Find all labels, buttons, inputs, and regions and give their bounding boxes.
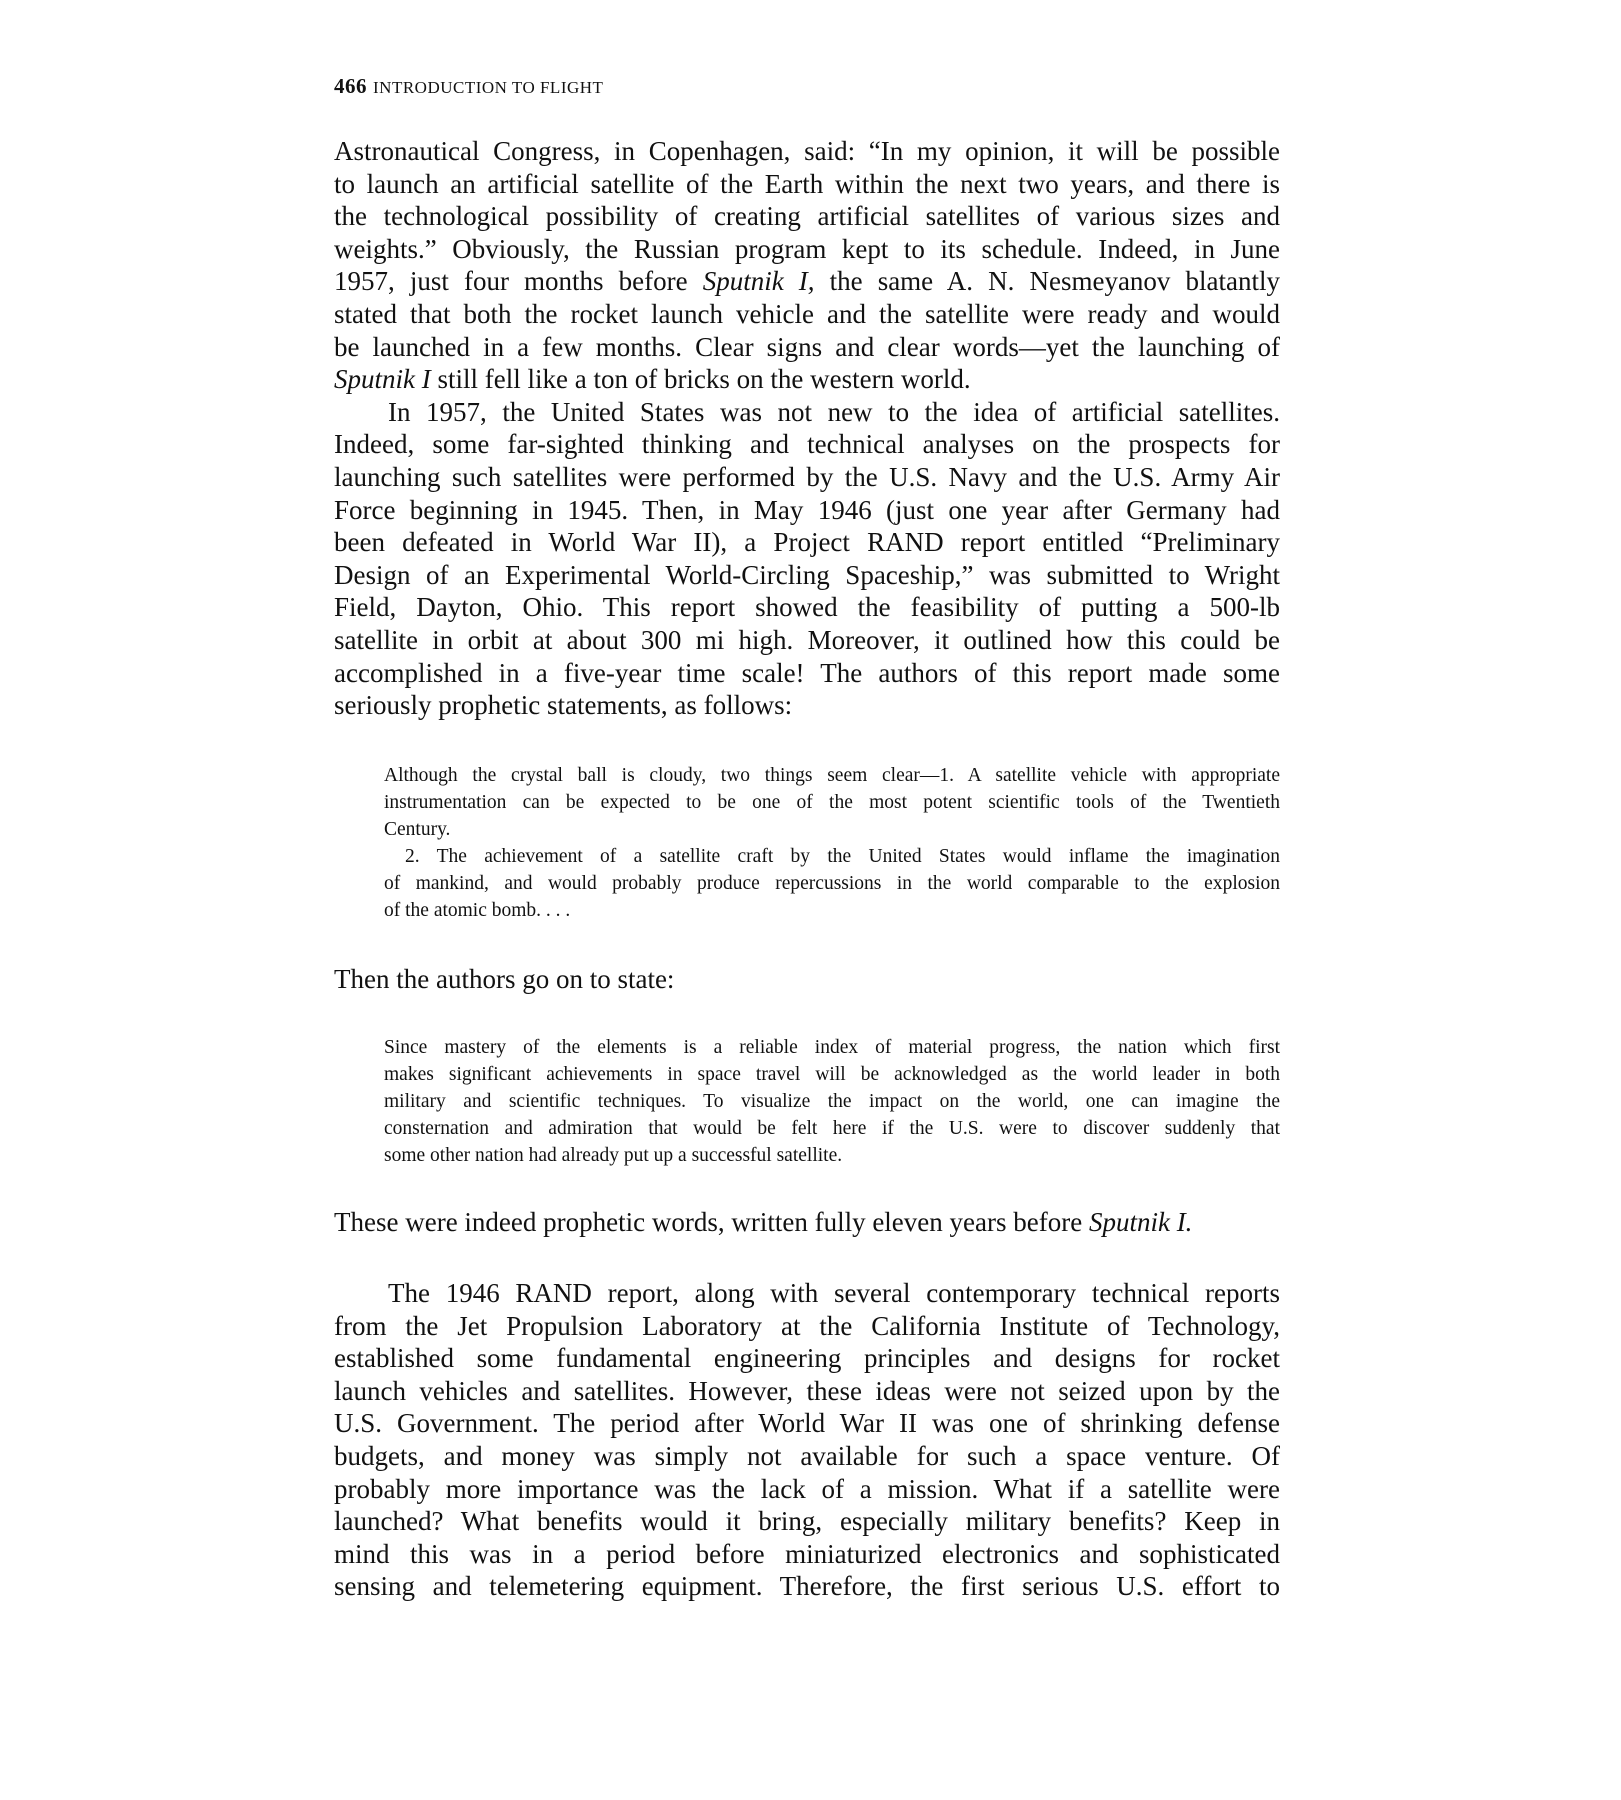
text-line xyxy=(334,624,1280,657)
text-segment: be launched in a few months. Clear signs and clear words—yet the launching of xyxy=(334,331,1280,362)
text-segment: Then the authors go on to state: xyxy=(334,964,675,994)
text-segment: of mankind, and would probably produce repercussions in the world comparable to the explosion xyxy=(384,873,1280,894)
text-segment: the same A. N. Nesmeyanov blatantly xyxy=(814,266,1280,297)
transition-sentence xyxy=(334,963,1280,996)
text-line xyxy=(334,1407,1280,1440)
text-segment: the technological possibility of creating artificial satellites of various sizes and xyxy=(334,201,1280,232)
text-line xyxy=(334,396,1280,429)
text-line xyxy=(334,265,1280,298)
text-segment: to launch an artificial satellite of the Earth within the next two years, and there is xyxy=(334,168,1280,199)
running-header xyxy=(334,74,603,99)
text-segment: The 1946 RAND report, along with several contemporary technical reports xyxy=(388,1278,1280,1308)
text-segment: Century. xyxy=(384,819,451,840)
text-segment: sensing and telemetering equipment. Therefore, the first serious U.S. effort to xyxy=(334,1571,1280,1602)
text-line xyxy=(334,461,1280,494)
text-segment: still fell like a ton of bricks on the western world. xyxy=(430,364,971,395)
text-line xyxy=(334,1206,1280,1239)
text-segment: launching such satellites were performed by the U.S. Navy and the U.S. Army Air xyxy=(334,461,1280,492)
italic-title: Sputnik I, xyxy=(702,266,815,297)
text-line xyxy=(384,843,1280,870)
text-line xyxy=(384,1115,1280,1142)
text-segment: of the atomic bomb. . . . xyxy=(384,900,571,921)
italic-title: Sputnik I xyxy=(334,364,431,395)
text-line xyxy=(334,591,1280,624)
text-line xyxy=(334,298,1280,331)
running-title: INTRODUCTION TO FLIGHT xyxy=(373,78,604,97)
block-quote-1 xyxy=(384,762,1280,924)
text-line xyxy=(334,559,1280,592)
text-line xyxy=(334,168,1280,201)
text-line xyxy=(334,526,1280,559)
text-line xyxy=(384,789,1280,816)
text-segment: U.S. Government. The period after World War II was one of shrinking defense xyxy=(334,1408,1280,1439)
text-line xyxy=(384,1061,1280,1088)
text-line xyxy=(334,1342,1280,1375)
text-line xyxy=(334,428,1280,461)
text-line xyxy=(384,1088,1280,1115)
text-segment: Force beginning in 1945. Then, in May 1946 (just one year after Germany had xyxy=(334,494,1280,525)
text-line xyxy=(334,657,1280,690)
italic-title: Sputnik I. xyxy=(1088,1207,1193,1237)
text-line xyxy=(334,1310,1280,1343)
text-line xyxy=(334,963,1280,996)
text-line xyxy=(334,331,1280,364)
text-line xyxy=(334,233,1280,266)
text-segment: 1957, just four months before xyxy=(334,266,703,297)
text-segment: Field, Dayton, Ohio. This report showed the feasibility of putting a 500-lb xyxy=(334,592,1280,623)
text-line xyxy=(334,1375,1280,1408)
closing-sentence xyxy=(334,1206,1280,1239)
text-segment: In 1957, the United States was not new to the idea of artificial satellites. xyxy=(388,396,1280,427)
text-segment: launched? What benefits would it bring, especially military benefits? Keep in xyxy=(334,1506,1280,1537)
text-segment: makes significant achievements in space travel will be acknowledged as the world leader in both xyxy=(384,1064,1280,1085)
text-line xyxy=(384,870,1280,897)
text-segment: These were indeed prophetic words, written fully eleven years before xyxy=(334,1207,1089,1237)
text-line xyxy=(334,1538,1280,1571)
text-segment: mind this was in a period before miniaturized electronics and sophisticated xyxy=(334,1538,1280,1569)
text-segment: established some fundamental engineering principles and designs for rocket xyxy=(334,1343,1280,1374)
text-segment: consternation and admiration that would be felt here if the U.S. were to discover suddenly that xyxy=(384,1118,1280,1139)
text-line xyxy=(384,1142,1280,1169)
text-line xyxy=(384,816,1280,843)
text-segment: launch vehicles and satellites. However, these ideas were not seized upon by the xyxy=(334,1375,1280,1406)
page-number: 466 xyxy=(334,74,367,98)
text-segment: seriously prophetic statements, as follows: xyxy=(334,690,793,721)
text-segment: stated that both the rocket launch vehicle and the satellite were ready and would xyxy=(334,298,1280,329)
text-segment: some other nation had already put up a successful satellite. xyxy=(384,1145,843,1166)
text-segment: weights.” Obviously, the Russian program kept to its schedule. Indeed, in June xyxy=(334,233,1280,264)
text-segment: Indeed, some far-sighted thinking and technical analyses on the prospects for xyxy=(334,429,1280,460)
text-line xyxy=(334,1277,1280,1310)
text-line xyxy=(334,363,1280,396)
text-segment: instrumentation can be expected to be one of the most potent scientific tools of the Twentieth xyxy=(384,792,1280,813)
text-segment: satellite in orbit at about 300 mi high. Moreover, it outlined how this could be xyxy=(334,624,1280,655)
text-segment: accomplished in a five-year time scale! The authors of this report made some xyxy=(334,657,1280,688)
text-line xyxy=(334,135,1280,168)
text-segment: Design of an Experimental World-Circling Spaceship,” was submitted to Wright xyxy=(334,559,1280,590)
text-segment: 2. The achievement of a satellite craft by the United States would inflame the imagination xyxy=(405,846,1280,867)
text-line xyxy=(384,762,1280,789)
text-line xyxy=(334,1505,1280,1538)
text-segment: Since mastery of the elements is a reliable index of material progress, the nation which first xyxy=(384,1037,1280,1058)
block-quote-2 xyxy=(384,1034,1280,1169)
text-segment: budgets, and money was simply not available for such a space venture. Of xyxy=(334,1440,1280,1471)
text-line xyxy=(334,494,1280,527)
text-segment: been defeated in World War II), a Project RAND report entitled “Preliminary xyxy=(334,527,1280,558)
text-line xyxy=(334,1473,1280,1506)
text-segment: from the Jet Propulsion Laboratory at the California Institute of Technology, xyxy=(334,1310,1280,1341)
text-segment: probably more importance was the lack of a mission. What if a satellite were xyxy=(334,1473,1280,1504)
text-segment: Although the crystal ball is cloudy, two things seem clear—1. A satellite vehicle with appropriate xyxy=(384,765,1280,786)
body-paragraph-3 xyxy=(334,1277,1280,1603)
body-paragraphs-1-2 xyxy=(334,135,1280,722)
text-segment: military and scientific techniques. To visualize the impact on the world, one can imagine the xyxy=(384,1091,1280,1112)
text-line xyxy=(334,689,1280,722)
text-line xyxy=(384,897,1280,924)
text-line xyxy=(334,1440,1280,1473)
text-line xyxy=(384,1034,1280,1061)
text-line xyxy=(334,200,1280,233)
text-segment: Astronautical Congress, in Copenhagen, said: “In my opinion, it will be possible xyxy=(334,136,1280,166)
text-line xyxy=(334,1570,1280,1603)
